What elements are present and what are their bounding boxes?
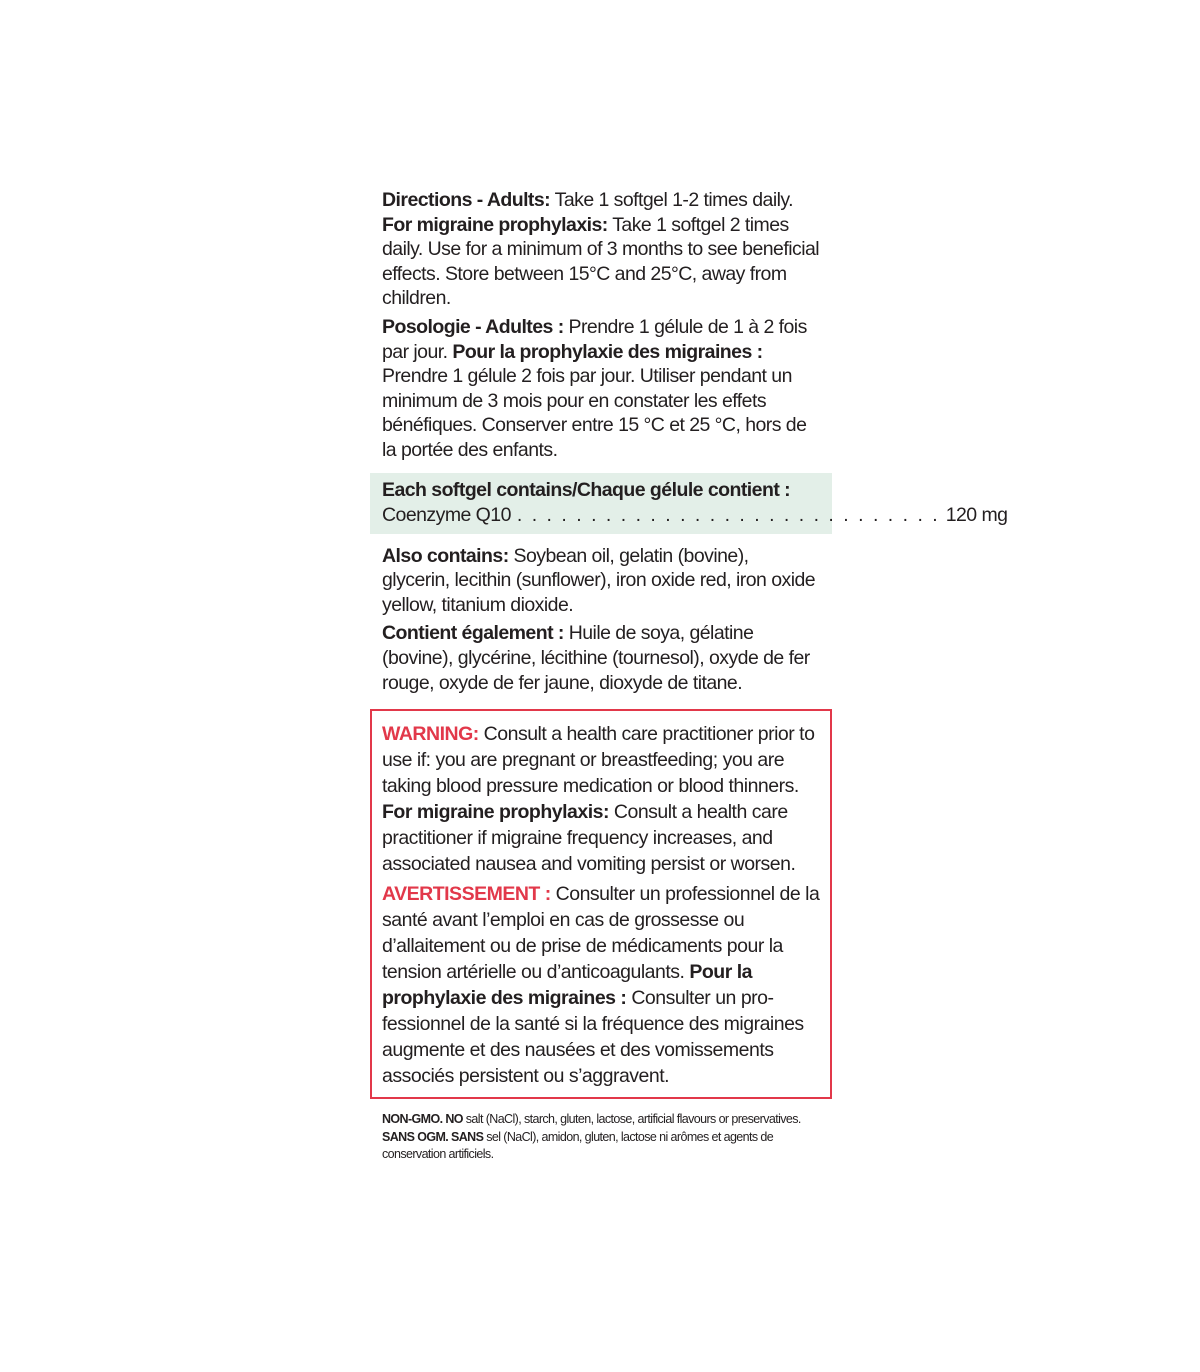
medicinal-ingredients-box (370, 473, 1008, 534)
warning-box (370, 709, 832, 1099)
ingredient-row (382, 503, 1008, 528)
warning-english (382, 721, 820, 877)
also-contains-english (382, 544, 820, 618)
migraine-heading-en: For migraine prophylaxis: (382, 213, 608, 236)
also-contains-french (382, 621, 820, 695)
warning-migraine-heading-fr: Pour la prophylaxie des migraines : (382, 961, 752, 1010)
directions-text-en: Take 1 softgel 1-2 times daily. (550, 189, 794, 211)
also-contains-heading-en: Also contains: (382, 544, 509, 567)
warning-migraine-text-en: Consult a health care practitioner if migraine frequency increases, and associated nausea and vomiting persist or worsen. (382, 801, 796, 876)
ingredient-leader-dots: . . . . . . . . . . . . . . . . . . . . . . . . . . . . . (516, 503, 940, 526)
migraine-text-fr: Prendre 1 gélule 2 fois par jour. Utiliser pendant un minimum de 3 mois pour en constater les effets bénéfiques. Conserver entre 15 °C et 25 °C, hors de la portée des enfants. (382, 365, 807, 461)
warning-text-en: Consult a health care practitioner prior to use if: you are pregnant or breastfeeding; you are taking blood pressure medication or blood thinners. (382, 723, 815, 798)
warning-text-fr: Consulter un professionnel de la santé avant l’emploi en cas de grossesse ou d’allaitement ou de prise de médicaments pour la tension artérielle ou d’anticoagulants. (382, 883, 820, 984)
directions-heading-fr: Posologie - Adultes : (382, 315, 564, 338)
also-contains-heading-fr: Contient également : (382, 622, 564, 645)
directions-heading-en: Directions - Adults: (382, 189, 551, 211)
ingredients-heading: Each softgel contains/Chaque gélule contient : (382, 478, 791, 501)
warning-migraine-text-fr: Consulter un pro-fessionnel de la santé si la fréquence des migraines augmente et des nausées et des vomissements associés persistent ou s’aggravent. (382, 987, 804, 1088)
directions-english (382, 188, 820, 311)
ingredient-amount: 120 mg (945, 503, 1008, 526)
allergen-english: NON-GMO. NO salt (NaCl), starch, gluten, lactose, artificial flavours or preservatives. (382, 1112, 801, 1127)
migraine-text-en: Take 1 softgel 2 times daily. Use for a minimum of 3 months to see beneficial effects. Store between 15°C and 25°C, away from children. (382, 213, 820, 310)
allergen-french-line1: SANS OGM. SANS sel (NaCl), amidon, gluten, lactose ni arômes et agents de (382, 1129, 774, 1144)
ingredient-name: Coenzyme Q10 (382, 503, 511, 526)
warning-migraine-heading-en: For migraine prophylaxis: (382, 801, 609, 824)
also-contains-text-fr: Huile de soya, gélatine (bovine), glycérine, lécithine (tournesol), oxyde de fer rouge, oxyde de fer jaune, dioxyde de titane. (382, 622, 810, 694)
allergen-french-line2: conservation artificiels. (382, 1147, 494, 1162)
product-label-panel (370, 188, 1008, 1164)
also-contains-text-en: Soybean oil, gelatin (bovine), glycerin, lecithin (sunflower), iron oxide red, iron oxide yellow, titanium dioxide. (382, 544, 816, 616)
directions-text-fr: Prendre 1 gélule de 1 à 2 fois par jour. (382, 315, 807, 363)
allergen-statement (382, 1111, 820, 1164)
warning-french (382, 881, 820, 1089)
directions-french (382, 315, 820, 463)
migraine-heading-fr: Pour la prophylaxie des migraines : (452, 340, 763, 363)
warning-heading-fr: AVERTISSEMENT : (382, 883, 551, 906)
warning-heading-en: WARNING: (382, 723, 479, 746)
